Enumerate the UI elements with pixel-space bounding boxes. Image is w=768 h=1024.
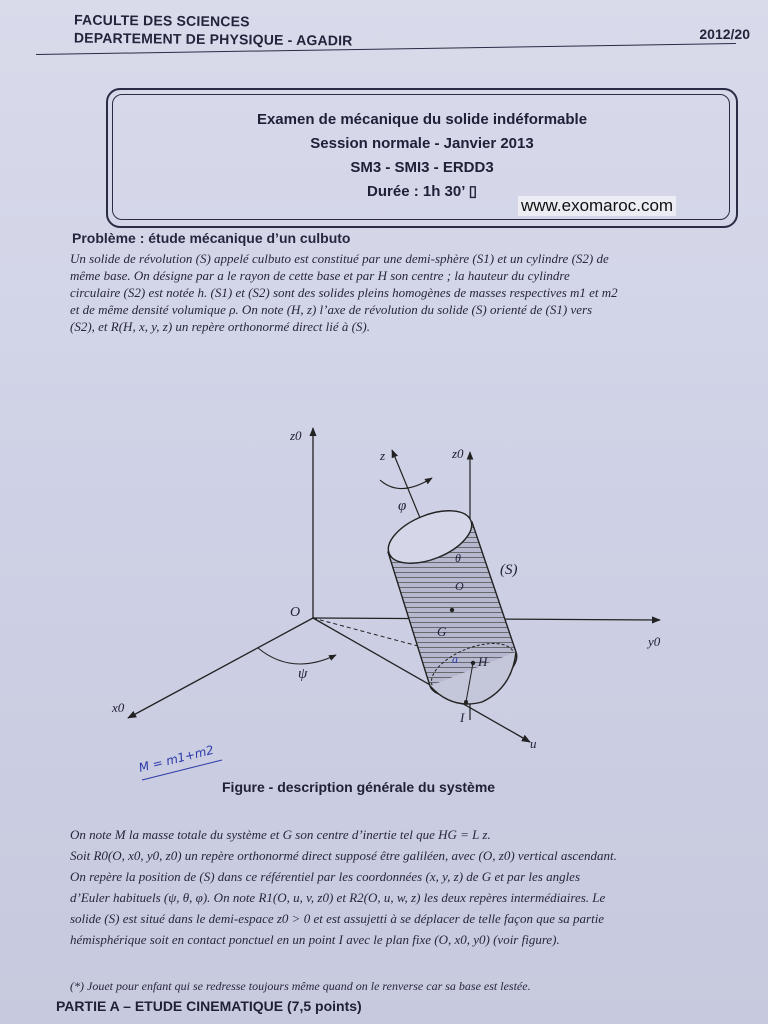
department-name: DEPARTEMENT DE PHYSIQUE - AGADIR [73, 29, 353, 49]
faculty-header [74, 11, 353, 50]
label-I: I [460, 710, 465, 725]
axis-x0 [128, 618, 313, 718]
label-phi: φ [398, 498, 407, 514]
label-S: (S) [500, 562, 518, 578]
label-G: G [437, 624, 447, 639]
label-z-solid: z [380, 448, 386, 463]
body-line: Soit R0(O, x0, y0, z0) un repère orthonormé direct supposé être galiléen, avec (O, z0) vertical ascendant. [70, 848, 617, 863]
body-line: On repère la position de (S) dans ce référentiel par les coordonnées (x, y, z) de G et par les angles [70, 869, 581, 884]
figure-caption: Figure - description générale du système [222, 779, 496, 795]
handwritten-mass-note: M = m1+m2 [137, 742, 216, 775]
point-G [450, 608, 454, 612]
faculty-name: FACULTE DES SCIENCES [74, 11, 250, 30]
body-line: solide (S) est situé dans le demi-espace z0 > 0 et est assujetti à se déplacer de telle façon que sa partie [70, 911, 605, 926]
label-theta: θ [455, 551, 461, 565]
system-description [70, 824, 750, 950]
exam-title: Examen de mécanique du solide indéformable [256, 111, 588, 128]
exam-programs: SM3 - SMI3 - ERDD3 [350, 159, 494, 176]
problem-title: Problème : étude mécanique d’un culbuto [72, 230, 351, 246]
problem-line: (S2), et R(H, x, y, z) un repère orthonormé direct lié à (S). [70, 319, 371, 334]
body-line: On note M la masse totale du système et G son centre d’inertie tel que HG = L z. [70, 827, 491, 842]
exam-duration: Durée : 1h 30’ ▯ [367, 183, 477, 200]
problem-line: et de même densité volumique ρ. On note (H, z) l’axe de révolution du solide (S) orienté de (S1) vers [70, 302, 593, 317]
label-O-axis: O [290, 605, 301, 620]
label-psi: ψ [298, 666, 308, 682]
part-a-heading: PARTIE A – ETUDE CINEMATIQUE (7,5 points) [56, 998, 362, 1014]
problem-line: circulaire (S2) est notée h. (S1) et (S2) sont des solides pleins homogènes de masses respectives m1 et m2 [70, 285, 618, 300]
system-figure [0, 380, 768, 800]
label-y0: y0 [648, 634, 661, 649]
problem-line: même base. On désigne par a le rayon de cette base et par H son centre ; la hauteur du cylindre [70, 268, 570, 283]
site-watermark: www.exomaroc.com [518, 196, 676, 216]
footnote: (*) Jouet pour enfant qui se redresse toujours même quand on le renverse car sa base est lestée. [70, 979, 531, 993]
exam-title-block [112, 108, 732, 204]
academic-year: 2012/20 [699, 26, 750, 42]
exam-session: Session normale - Janvier 2013 [310, 135, 534, 152]
problem-statement [70, 250, 750, 335]
label-O-solid: O [455, 579, 464, 593]
label-a-radius: a [452, 652, 458, 666]
body-line: d’Euler habituels (ψ, θ, φ). On note R1(O, u, v, z0) et R2(O, u, w, z) les deux repères intermédiaires. Le [70, 890, 606, 905]
culbuto-solid [381, 500, 522, 705]
label-z0-left: z0 [290, 428, 302, 443]
body-line: hémisphérique soit en contact ponctuel en un point I avec le plan fixe (O, x0, y0) (voir figure). [70, 932, 560, 947]
label-x0: x0 [112, 700, 125, 715]
psi-arc [258, 648, 336, 664]
problem-line: Un solide de révolution (S) appelé culbuto est constitué par une demi-sphère (S1) et un cylindre (S2) de [70, 251, 609, 266]
label-u: u [530, 736, 537, 751]
label-H: H [478, 654, 488, 669]
label-z0-right: z0 [452, 446, 464, 461]
